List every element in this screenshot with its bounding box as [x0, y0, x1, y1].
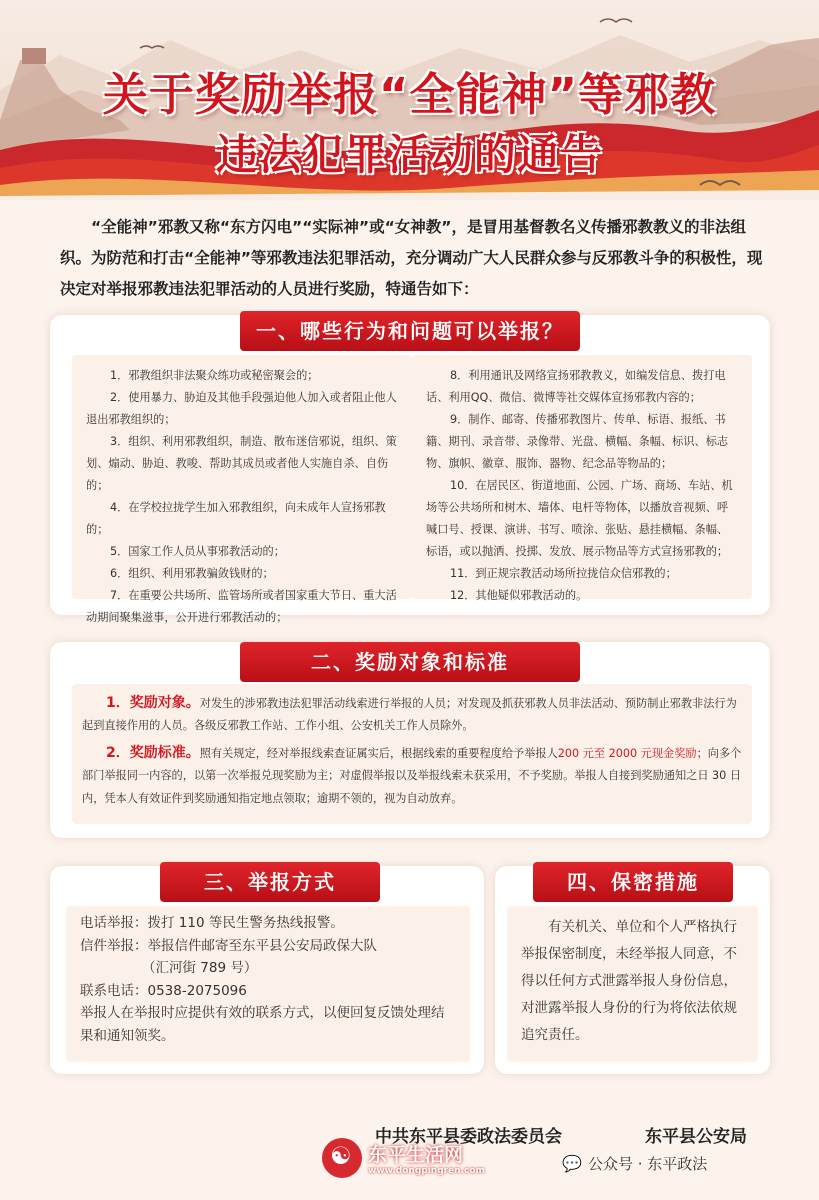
report-mail-address: （汇河街 789 号） — [142, 960, 258, 976]
reward-amount-highlight: 200 元至 2000 元现金奖励 — [557, 746, 697, 760]
header-banner — [0, 0, 819, 200]
section4-body — [507, 906, 758, 1062]
list-item: 7．在重要公共场所、监管场所或者国家重大节日、重大活动期间聚集滋事，公开进行邪教活动的； — [86, 589, 397, 624]
reward-standard-text-b: ；向多个部门举报同一内容的，以第一次举报兑现奖励为主；对虚假举报以及举报线索未获采用，不予奖励。举报人自接到奖励通知之日 30 日内，凭本人有效证件到奖励通知指定地点领取；逾期不领的，视为自动放弃。 — [82, 746, 742, 805]
intro-paragraph: “全能神”邪教又称“东方闪电”“实际神”或“女神教”，是冒用基督教名义传播邪教教义的非法组织。为防范和打击“全能神”等邪教违法犯罪活动，充分调动广大人民群众参与反邪教斗争的积极性，现决定对举报邪教违法犯罪活动的人员进行奖励，特通告如下： — [60, 218, 763, 298]
report-contact: 联系电话：0538-2075096 — [80, 982, 247, 999]
page-title-line1: 关于奖励举报“全能神”等邪教 — [102, 68, 717, 121]
secrecy-text: 有关机关、单位和个人严格执行举报保密制度，未经举报人同意，不得以任何方式泄露举报人身份信息，对泄露举报人身份的行为将依法依规追究责任。 — [521, 919, 737, 1043]
list-item: 4．在学校拉拢学生加入邪教组织，向未成年人宣扬邪教的； — [86, 501, 386, 536]
reward-standard — [82, 742, 742, 810]
section1-panel — [50, 315, 770, 624]
list-item: 12．其他疑似邪教活动的。 — [450, 589, 588, 602]
section3-panel — [50, 866, 484, 1074]
wechat-icon: 💬 — [562, 1154, 582, 1173]
reward-target-text: 对发生的涉邪教违法犯罪活动线索进行举报的人员；对发现及抓获邪教人员非法活动、预防制止邪教非法行为起到直接作用的人员。各级反邪教工作站、工作小组、公安机关工作人员除外。 — [82, 697, 737, 733]
section2-body — [72, 684, 752, 824]
report-phone: 电话举报：拨打 110 等民生警务热线报警。 — [80, 915, 344, 931]
reward-target-heading: 1．奖励对象。 — [106, 695, 200, 711]
section2-panel — [50, 642, 770, 838]
list-item: 6．组织、利用邪教骗敛钱财的； — [110, 567, 274, 580]
list-item: 8．利用通讯及网络宣扬邪教教义，如编发信息、拨打电话、利用QQ、微信、微博等社交媒体宣扬邪教内容的； — [426, 369, 726, 404]
section2-title: 二、奖励对象和标准 — [240, 642, 580, 682]
section3-body — [66, 906, 470, 1062]
list-item: 10．在居民区、街道地面、公园、广场、商场、车站、机场等公共场所和树木、墙体、电杆等物体，以播放音视频、呼喊口号、授课、演讲、书写、喷涂、张贴、悬挂横幅、条幅、标语，或以抛洒、投掷、发放、展示物品等方式宣扬邪教的； — [426, 479, 733, 558]
list-item: 1．邪教组织非法聚众练功或秘密聚会的； — [110, 369, 319, 382]
list-item: 9．制作、邮寄、传播邪教图片、传单、标语、报纸、书籍、期刊、录音带、录像带、光盘、横幅、条幅、标识、标志物、旗帜、徽章、服饰、器物、纪念品等物品的； — [426, 413, 729, 470]
reward-standard-heading: 2．奖励标准。 — [106, 744, 200, 761]
reward-target — [82, 692, 742, 738]
swirl-icon: ☯ — [330, 1142, 352, 1170]
list-item: 3．组织、利用邪教组织，制造、散布迷信邪说，组织、策划、煽动、胁迫、教唆、帮助其成员或者他人实施自杀、自伤的； — [86, 435, 397, 492]
section4-panel — [495, 866, 770, 1074]
watermark-logo — [322, 1138, 362, 1178]
report-mail: 信件举报：举报信件邮寄至东平县公安局政保大队 — [80, 937, 377, 954]
reward-standard-text-a: 照有关规定，经对举报线索查证属实后，根据线索的重要程度给予举报人 — [199, 746, 558, 760]
list-item: 11．到正规宗教活动场所拉拢信众信邪教的； — [450, 567, 677, 580]
list-item: 2．使用暴力、胁迫及其他手段强迫他人加入或者阻止他人退出邪教组织的； — [86, 391, 397, 426]
watermark-url: www.dongpingren.com — [368, 1166, 485, 1176]
section1-left-column — [72, 355, 412, 624]
section4-title: 四、保密措施 — [533, 862, 733, 902]
issuer-public-security-bureau: 东平县公安局 — [645, 1127, 747, 1147]
watermark-name: 东平生活网 — [368, 1144, 464, 1166]
section1-right-column — [412, 355, 752, 602]
report-note: 举报人在举报时应提供有效的联系方式，以便回复反馈处理结果和通知领奖。 — [80, 1005, 445, 1044]
page-title-line2: 违法犯罪活动的通告 — [215, 130, 603, 179]
section3-title: 三、举报方式 — [160, 862, 380, 902]
list-item: 5．国家工作人员从事邪教活动的； — [110, 545, 285, 558]
section1-title: 一、哪些行为和问题可以举报？ — [240, 311, 580, 351]
issuer-party-committee: 中共东平县委政法委员会 — [375, 1127, 562, 1147]
wechat-account: 公众号 · 东平政法 — [588, 1155, 708, 1173]
